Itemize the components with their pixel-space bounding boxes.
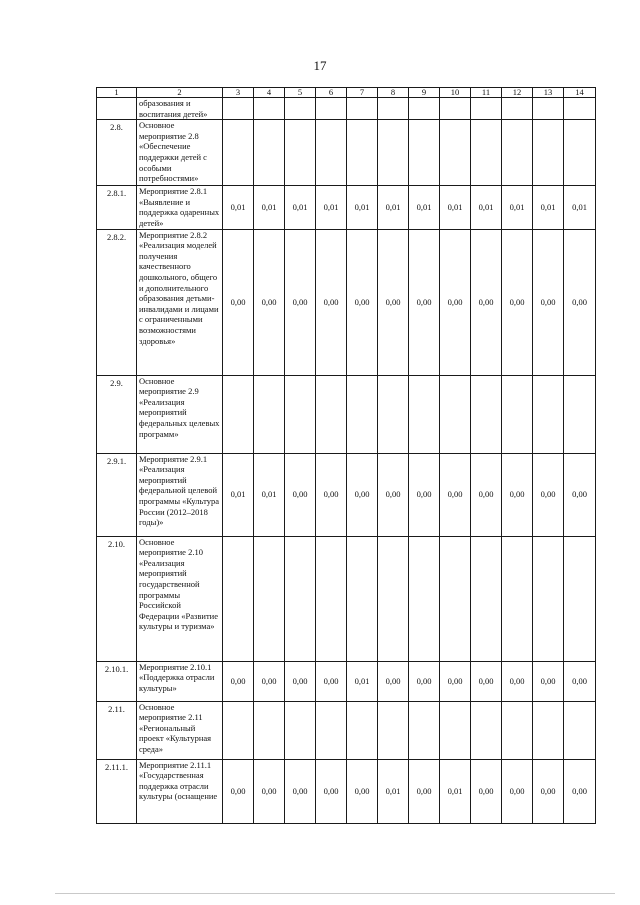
value-cell: [316, 120, 347, 186]
row-number-cell: 2.8.2.: [97, 229, 137, 375]
value-cell: 0,00: [223, 661, 254, 701]
value-cell: 0,01: [378, 186, 409, 229]
value-cell: 0,00: [285, 229, 316, 375]
value-cell: 0,00: [254, 229, 285, 375]
value-cell: [409, 375, 440, 453]
value-cell: 0,00: [533, 661, 564, 701]
value-cell: [316, 375, 347, 453]
activity-name-cell: Мероприятие 2.9.1 «Реализация мероприятий федеральной целевой программы «Культура России (2012–2018 годы)»: [137, 453, 223, 536]
value-cell: 0,00: [223, 229, 254, 375]
value-cell: [254, 98, 285, 120]
value-cell: 0,00: [223, 759, 254, 823]
value-cell: 0,01: [440, 186, 471, 229]
column-header: 7: [347, 88, 378, 98]
value-cell: 0,01: [502, 186, 533, 229]
value-cell: [347, 98, 378, 120]
column-header: 2: [137, 88, 223, 98]
value-cell: [533, 536, 564, 661]
value-cell: 0,00: [316, 229, 347, 375]
value-cell: [223, 98, 254, 120]
value-cell: 0,00: [502, 759, 533, 823]
row-number-cell: 2.8.: [97, 120, 137, 186]
activity-name-cell: Мероприятие 2.11.1 «Государственная поддержка отрасли культуры (оснащение: [137, 759, 223, 823]
value-cell: 0,00: [316, 453, 347, 536]
value-cell: [471, 120, 502, 186]
value-cell: 0,00: [533, 229, 564, 375]
value-cell: [471, 701, 502, 759]
value-cell: 0,01: [223, 186, 254, 229]
value-cell: [254, 375, 285, 453]
value-cell: [223, 120, 254, 186]
table-row: [97, 701, 596, 759]
value-cell: 0,00: [471, 661, 502, 701]
value-cell: 0,00: [409, 453, 440, 536]
column-header: 10: [440, 88, 471, 98]
activity-name-cell: Основное мероприятие 2.9 «Реализация мероприятий федеральных целевых программ»: [137, 375, 223, 453]
value-cell: 0,00: [564, 453, 596, 536]
value-cell: 0,00: [502, 229, 533, 375]
table-row: [97, 453, 596, 536]
value-cell: [533, 375, 564, 453]
activity-name-cell: Основное мероприятие 2.8 «Обеспечение поддержки детей с особыми потребностями»: [137, 120, 223, 186]
table-row: [97, 229, 596, 375]
value-cell: 0,00: [564, 661, 596, 701]
value-cell: [254, 701, 285, 759]
activity-name-cell: Мероприятие 2.8.2 «Реализация моделей получения качественного дошкольного, общего и дополнительного образования детьми-инвалидами и лицами с ограниченными возможностями здоровья»: [137, 229, 223, 375]
value-cell: [409, 701, 440, 759]
table-row: [97, 375, 596, 453]
page-bottom-edge: [55, 893, 615, 894]
value-cell: [440, 701, 471, 759]
value-cell: 0,00: [533, 759, 564, 823]
value-cell: [533, 98, 564, 120]
value-cell: 0,01: [471, 186, 502, 229]
value-cell: 0,00: [254, 759, 285, 823]
value-cell: [471, 98, 502, 120]
value-cell: [285, 98, 316, 120]
activity-name-cell: Мероприятие 2.8.1 «Выявление и поддержка одаренных детей»: [137, 186, 223, 229]
activity-name-cell: Основное мероприятие 2.10 «Реализация мероприятий государственной программы Российской Федерации «Развитие культуры и туризма»: [137, 536, 223, 661]
column-header: 8: [378, 88, 409, 98]
column-header: 3: [223, 88, 254, 98]
row-number-cell: 2.10.1.: [97, 661, 137, 701]
row-number-cell: 2.10.: [97, 536, 137, 661]
row-number-cell: 2.8.1.: [97, 186, 137, 229]
row-number-cell: [97, 98, 137, 120]
value-cell: [502, 375, 533, 453]
page-number: 17: [313, 58, 327, 73]
column-header: 6: [316, 88, 347, 98]
row-number-cell: 2.11.: [97, 701, 137, 759]
value-cell: [564, 98, 596, 120]
value-cell: [564, 375, 596, 453]
table-header-row: [97, 88, 596, 98]
value-cell: [378, 98, 409, 120]
value-cell: [564, 120, 596, 186]
value-cell: [223, 375, 254, 453]
table-row: [97, 98, 596, 120]
activity-name-cell: образования и воспитания детей»: [137, 98, 223, 120]
value-cell: [378, 375, 409, 453]
activity-name-cell: Основное мероприятие 2.11 «Региональный проект «Культурная среда»: [137, 701, 223, 759]
value-cell: [347, 701, 378, 759]
value-cell: 0,00: [564, 759, 596, 823]
value-cell: 0,00: [316, 759, 347, 823]
value-cell: [502, 701, 533, 759]
value-cell: 0,00: [347, 453, 378, 536]
activity-name-cell: Мероприятие 2.10.1 «Поддержка отрасли культуры»: [137, 661, 223, 701]
column-header: 1: [97, 88, 137, 98]
value-cell: [223, 536, 254, 661]
value-cell: 0,00: [285, 453, 316, 536]
value-cell: [347, 536, 378, 661]
value-cell: [285, 120, 316, 186]
value-cell: [316, 701, 347, 759]
value-cell: 0,01: [440, 759, 471, 823]
value-cell: [502, 98, 533, 120]
value-cell: 0,00: [502, 661, 533, 701]
value-cell: 0,01: [564, 186, 596, 229]
value-cell: [347, 375, 378, 453]
value-cell: [533, 120, 564, 186]
value-cell: [378, 701, 409, 759]
value-cell: 0,00: [471, 229, 502, 375]
value-cell: [223, 701, 254, 759]
value-cell: [285, 701, 316, 759]
value-cell: 0,01: [409, 186, 440, 229]
value-cell: 0,00: [440, 229, 471, 375]
value-cell: [316, 536, 347, 661]
value-cell: [285, 375, 316, 453]
value-cell: 0,01: [378, 759, 409, 823]
column-header: 4: [254, 88, 285, 98]
value-cell: [502, 120, 533, 186]
value-cell: [254, 120, 285, 186]
value-cell: 0,00: [409, 759, 440, 823]
value-cell: 0,00: [471, 453, 502, 536]
value-cell: [316, 98, 347, 120]
value-cell: [254, 536, 285, 661]
value-cell: 0,01: [533, 186, 564, 229]
column-header: 13: [533, 88, 564, 98]
value-cell: [564, 701, 596, 759]
value-cell: 0,00: [254, 661, 285, 701]
value-cell: [440, 536, 471, 661]
value-cell: 0,00: [440, 661, 471, 701]
value-cell: 0,00: [316, 661, 347, 701]
column-header: 9: [409, 88, 440, 98]
column-header: 5: [285, 88, 316, 98]
value-cell: 0,01: [316, 186, 347, 229]
value-cell: [471, 375, 502, 453]
value-cell: 0,00: [533, 453, 564, 536]
value-cell: [440, 120, 471, 186]
value-cell: [378, 536, 409, 661]
value-cell: 0,01: [285, 186, 316, 229]
value-cell: 0,00: [347, 759, 378, 823]
column-header: 12: [502, 88, 533, 98]
value-cell: 0,00: [564, 229, 596, 375]
value-cell: [285, 536, 316, 661]
table-row: [97, 120, 596, 186]
value-cell: 0,00: [378, 453, 409, 536]
value-cell: 0,00: [285, 759, 316, 823]
value-cell: [409, 120, 440, 186]
value-cell: 0,00: [409, 661, 440, 701]
value-cell: [533, 701, 564, 759]
value-cell: [347, 120, 378, 186]
table-row: [97, 759, 596, 823]
value-cell: [378, 120, 409, 186]
value-cell: 0,01: [347, 661, 378, 701]
value-cell: 0,00: [471, 759, 502, 823]
value-cell: [471, 536, 502, 661]
budget-table: [96, 87, 596, 824]
column-header: 14: [564, 88, 596, 98]
value-cell: 0,00: [409, 229, 440, 375]
table-row: [97, 186, 596, 229]
row-number-cell: 2.9.1.: [97, 453, 137, 536]
table-row: [97, 661, 596, 701]
value-cell: 0,00: [378, 229, 409, 375]
row-number-cell: 2.9.: [97, 375, 137, 453]
value-cell: [440, 375, 471, 453]
row-number-cell: 2.11.1.: [97, 759, 137, 823]
value-cell: 0,01: [347, 186, 378, 229]
value-cell: [564, 536, 596, 661]
value-cell: [409, 98, 440, 120]
value-cell: 0,01: [254, 186, 285, 229]
value-cell: 0,00: [502, 453, 533, 536]
value-cell: 0,01: [254, 453, 285, 536]
value-cell: 0,01: [223, 453, 254, 536]
value-cell: 0,00: [347, 229, 378, 375]
value-cell: [502, 536, 533, 661]
table-row: [97, 536, 596, 661]
value-cell: 0,00: [440, 453, 471, 536]
value-cell: 0,00: [378, 661, 409, 701]
value-cell: [409, 536, 440, 661]
value-cell: 0,00: [285, 661, 316, 701]
column-header: 11: [471, 88, 502, 98]
value-cell: [440, 98, 471, 120]
